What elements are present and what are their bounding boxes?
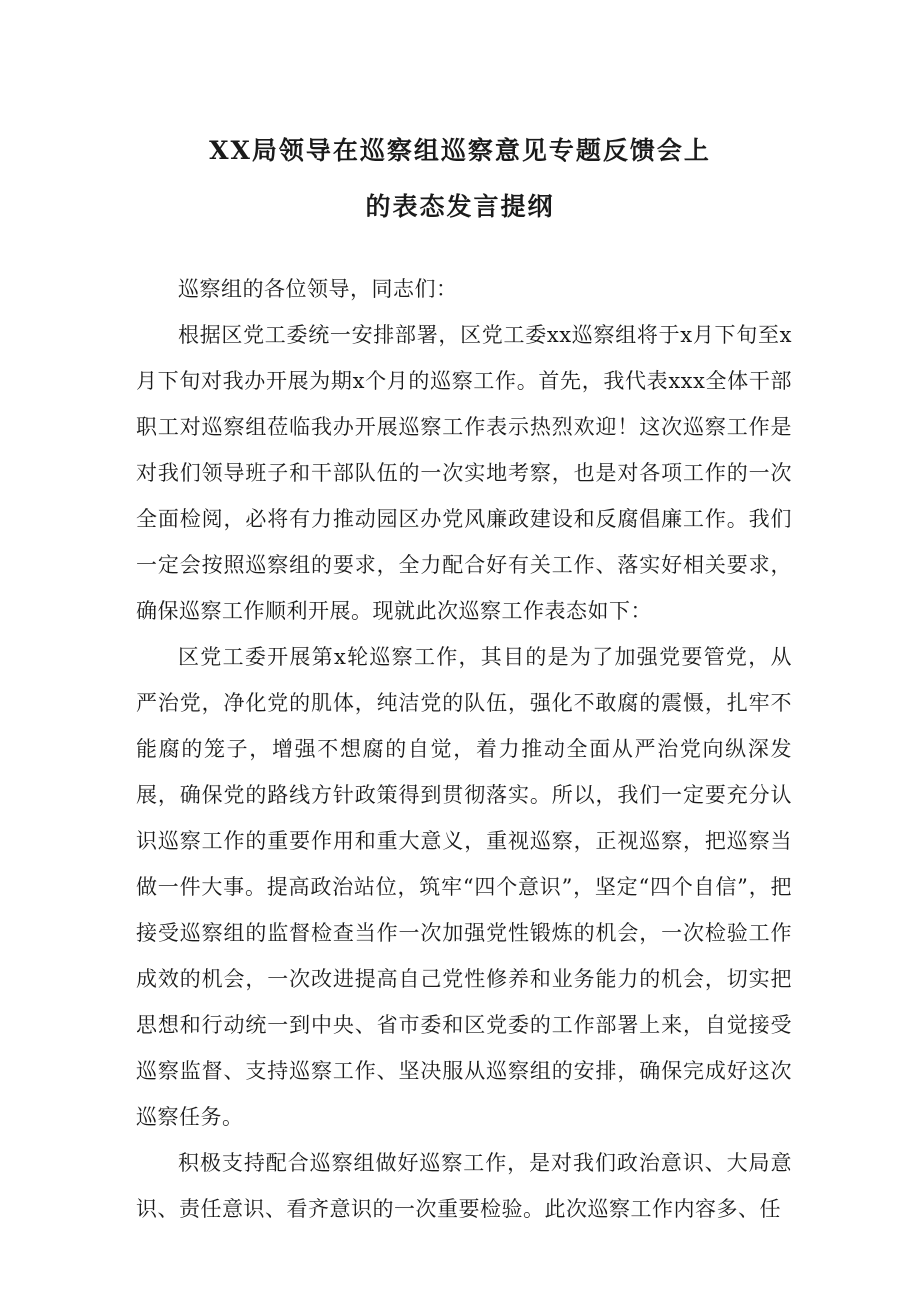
document-body — [136, 266, 792, 1232]
document-title-line-1: XX局领导在巡察组巡察意见专题反馈会上 — [209, 136, 711, 165]
body-paragraph-3: 积极支持配合巡察组做好巡察工作，是对我们政治意识、大局意识、责任意识、看齐意识的一次重要检验。此次巡察工作内容多、任 — [136, 1151, 792, 1221]
salutation-paragraph: 巡察组的各位领导，同志们： — [178, 277, 458, 301]
body-paragraph-2: 区党工委开展第x轮巡察工作，其目的是为了加强党要管党，从严治党，净化党的肌体，纯洁党的队伍，强化不敢腐的震慑，扎牢不能腐的笼子，增强不想腐的自觉，着力推动全面从严治党向纵深发展，确保党的路线方针政策得到贯彻落实。所以，我们一定要充分认识巡察工作的重要作用和重大意义，重视巡察，正视巡察，把巡察当做一件大事。提高政治站位，筑牢“四个意识”，坚定“四个自信”，把接受巡察组的监督检查当作一次加强党性锻炼的机会，一次检验工作成效的机会，一次改进提高自己党性修养和业务能力的机会，切实把思想和行动统一到中央、省市委和区党委的工作部署上来，自觉接受巡察监督、支持巡察工作、坚决服从巡察组的安排，确保完成好这次巡察任务。 — [136, 645, 792, 1129]
document-title-line-2: 的表态发言提纲 — [365, 192, 555, 221]
body-paragraph-1: 根据区党工委统一安排部署，区党工委xx巡察组将于x月下旬至x月下旬对我办开展为期x个月的巡察工作。首先，我代表xxx全体干部职工对巡察组莅临我办开展巡察工作表示热烈欢迎！这次巡察工作是对我们领导班子和干部队伍的一次实地考察，也是对各项工作的一次全面检阅，必将有力推动园区办党风廉政建设和反腐倡廉工作。我们一定会按照巡察组的要求，全力配合好有关工作、落实好相关要求，确保巡察工作顺利开展。现就此次巡察工作表态如下： — [136, 323, 792, 623]
